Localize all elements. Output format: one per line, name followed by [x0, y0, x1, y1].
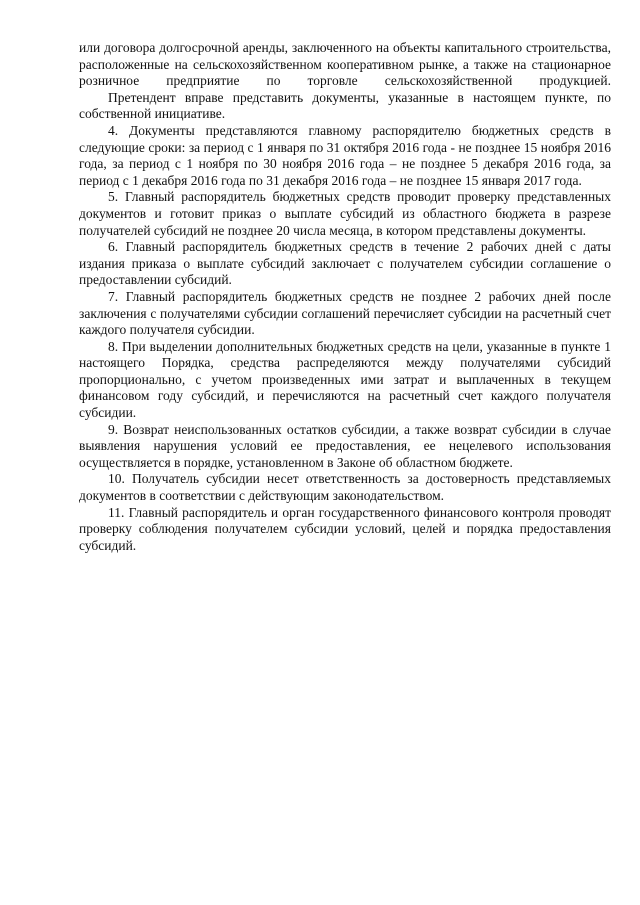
paragraph-item-8: 8. При выделении дополнительных бюджетных средств на цели, указанные в пункте 1 настоящего Порядка, средства распределяются между получателями субсидий пропорционально, с учетом произведенных ими затрат и выплаченных в текущем финансовом году субсидий, и перечисляются на расчетный счет каждого получателя субсидии.	[79, 338, 611, 421]
paragraph-item-9: 9. Возврат неиспользованных остатков субсидии, а также возврат субсидии в случае выявления нарушения условий ее предоставления, ее нецелевого использования осуществляется в порядке, установленном в Законе об областном бюджете.	[79, 421, 611, 470]
paragraph-item-4: 4. Документы представляются главному распорядителю бюджетных средств в следующие сроки: за период с 1 января по 31 октября 2016 года - не позднее 15 ноября 2016 года, за период с 1 ноября по 30 ноября 2016 года – не позднее 5 декабря 2016 года, за период с 1 декабря 2016 года по 31 декабря 2016 года – не позднее 15 января 2017 года.	[79, 122, 611, 188]
paragraph-initiative: Претендент вправе представить документы, указанные в настоящем пункте, по собственной инициативе.	[79, 89, 611, 122]
paragraph-item-7: 7. Главный распорядитель бюджетных средств не позднее 2 рабочих дней после заключения с получателями субсидии соглашений перечисляет субсидии на расчетный счет каждого получателя субсидии.	[79, 288, 611, 338]
paragraph-item-6: 6. Главный распорядитель бюджетных средств в течение 2 рабочих дней с даты издания приказа о выплате субсидий заключает с получателем субсидии соглашение о предоставлении субсидий.	[79, 239, 611, 288]
paragraph-item-5: 5. Главный распорядитель бюджетных средств проводит проверку представленных документов и готовит приказ о выплате субсидий из областного бюджета в разрезе получателей субсидий не позднее 20 числа месяца, в котором представлены документы.	[79, 189, 611, 238]
paragraph-item-10: 10. Получатель субсидии несет ответственность за достоверность представляемых документов в соответствии с действующим законодательством.	[79, 471, 611, 504]
document-page	[79, 40, 611, 554]
paragraph-continuation: или договора долгосрочной аренды, заключенного на объекты капитального строительства, расположенные на сельскохозяйственном кооперативном рынке, а также на стационарное розничное предприятие по торговле сельскохозяйственной продукцией.	[79, 40, 611, 89]
paragraph-item-11: 11. Главный распорядитель и орган государственного финансового контроля проводят проверку соблюдения получателем субсидии условий, целей и порядка предоставления субсидий.	[79, 504, 611, 553]
